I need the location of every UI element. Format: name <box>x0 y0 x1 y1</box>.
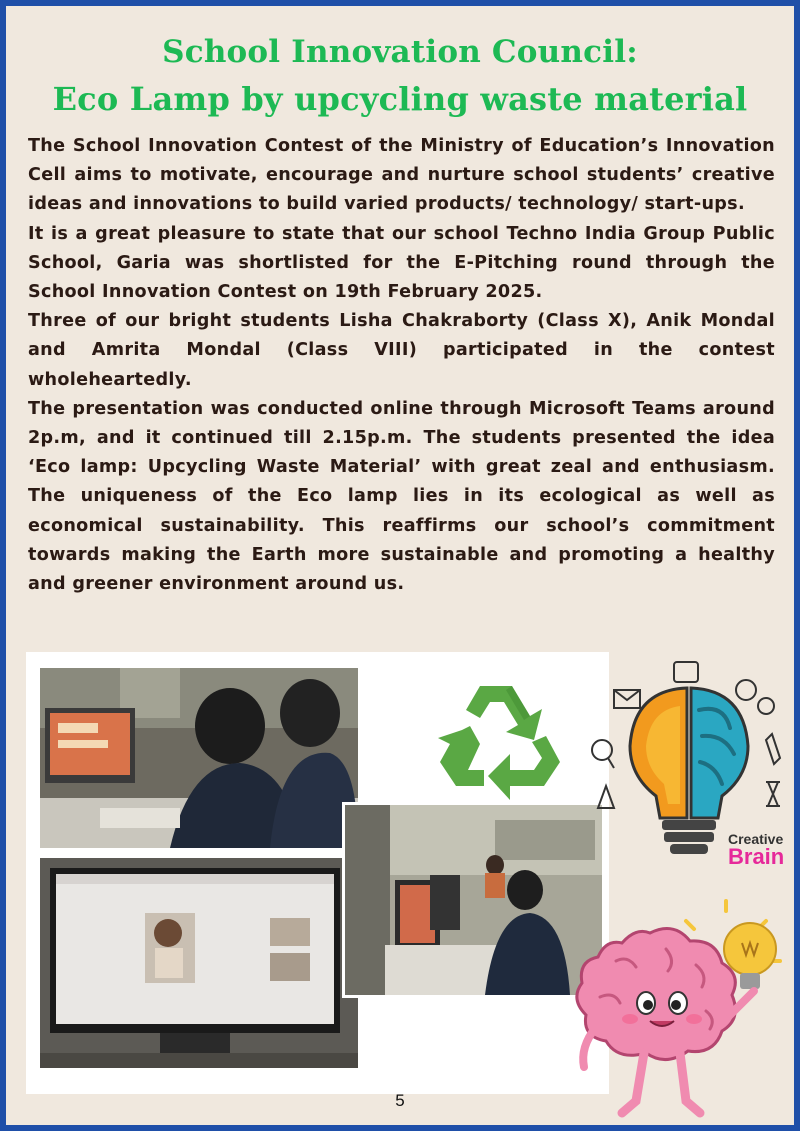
logo-brain-text: Brain <box>728 844 785 869</box>
logo-creative-text: Creative <box>728 831 784 847</box>
page-title-line-1: School Innovation Council: <box>162 34 638 70</box>
creative-brain-logo <box>728 832 784 868</box>
page-title-line-2: Eco Lamp by upcycling waste material <box>52 80 748 118</box>
page-number: 5 <box>395 1091 405 1110</box>
paragraph-presentation: The presentation was conducted online through Microsoft Teams around 2p.m, and it continued till 2.15p.m. The students presented the idea ‘Eco lamp: Upcycling Waste Material’ with great zeal and enthusiasm. The uniqueness of the Eco lamp lies in its ecological as well as economical sustainability. This reaffirms our school’s commitment towards making the Earth more sustainable and promoting a healthy and greener environment around us. <box>28 398 775 595</box>
paragraph-shortlisted: It is a great pleasure to state that our school Techno India Group Public School, Garia was shortlisted for the E-Pitching round through the School Innovation Contest on 19th February 2025. <box>28 223 775 303</box>
paragraph-participants: Three of our bright students Lisha Chakraborty (Class X), Anik Mondal and Amrita Mondal (Class VIII) participated in the contest wholeheartedly. <box>28 311 775 390</box>
photo-students-at-computer <box>40 668 358 848</box>
recycle-icon <box>434 674 566 802</box>
paragraph-intro: The School Innovation Contest of the Ministry of Education’s Innovation Cell aims to motivate, encourage and nurture school students’ creative ideas and innovations to build varied products/ technology/ start-ups. <box>28 136 775 215</box>
photo-video-call-screen <box>40 858 358 1068</box>
article-body <box>28 132 775 599</box>
